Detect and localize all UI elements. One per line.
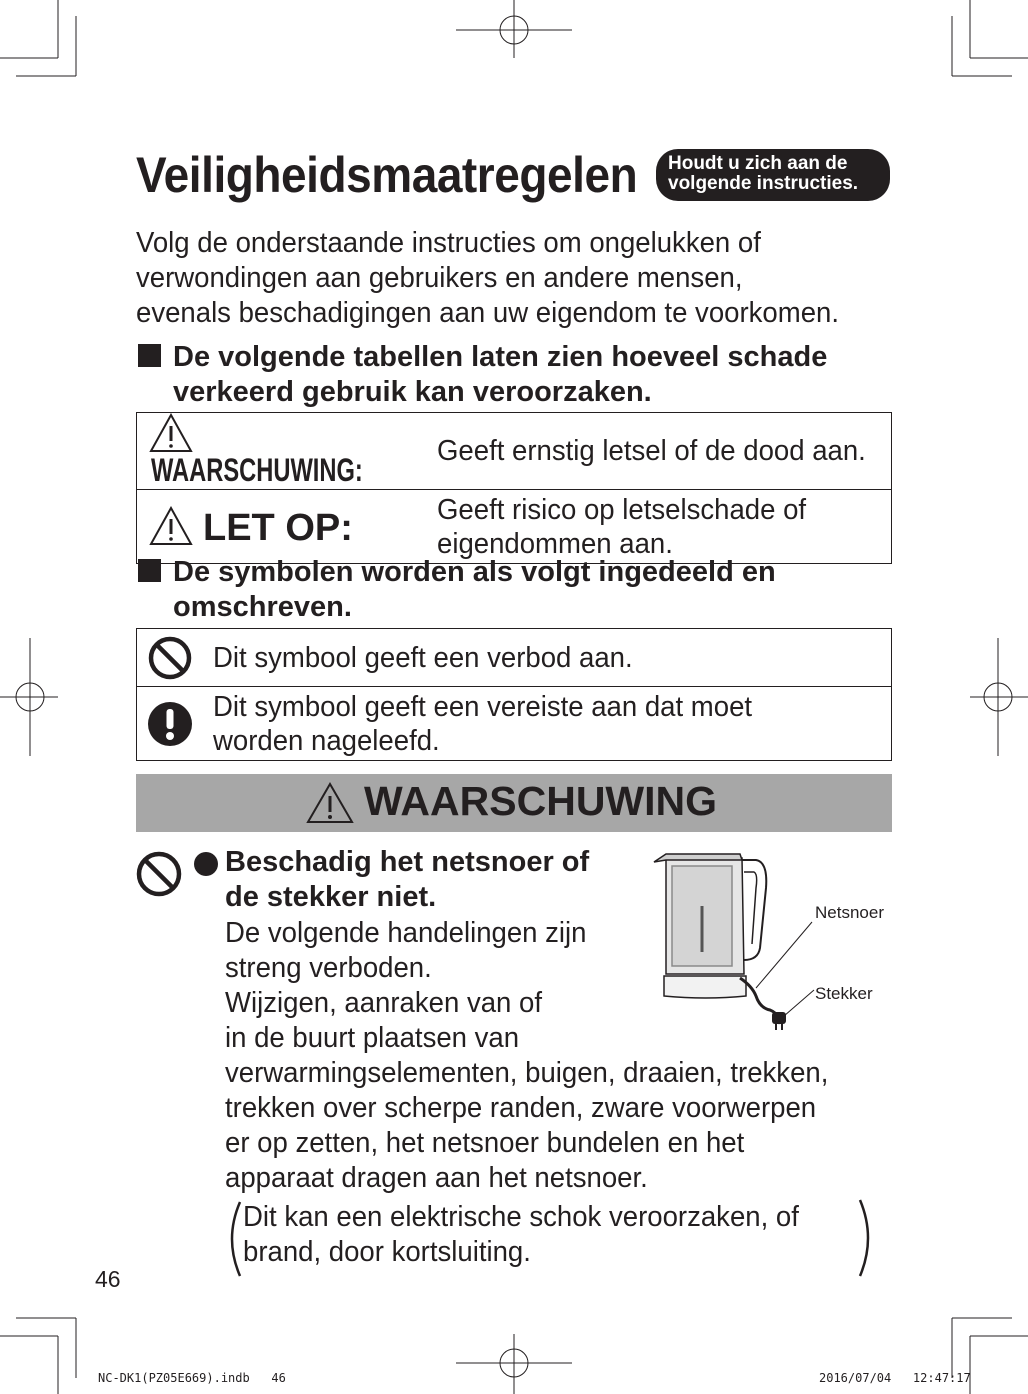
item-note-line-2: brand, door kortsluiting.	[243, 1236, 531, 1268]
section-heading-symbols	[138, 555, 898, 625]
page-title: Veiligheidsmaatregelen	[136, 147, 638, 203]
item-body-line-2: streng verboden.	[225, 952, 432, 984]
item-body-line-6: trekken over scherpe randen, zware voorwerpen	[225, 1092, 817, 1124]
prohibited-icon	[147, 635, 193, 681]
table-row	[137, 629, 892, 687]
item-body-line-5: verwarmingselementen, buigen, draaien, trekken,	[225, 1057, 829, 1089]
warning-label-cell	[137, 413, 438, 490]
square-bullet-icon	[138, 344, 161, 367]
mandatory-desc-line-1: Dit symbool geeft een vereiste aan dat moet	[213, 690, 753, 723]
intro-line-2: verwondingen aan gebruikers en andere mensen,	[136, 262, 743, 294]
table-row	[137, 687, 892, 761]
label-netsnoer: Netsnoer	[815, 903, 884, 922]
warning-triangle-icon	[149, 506, 193, 546]
item-body-line-8: apparaat dragen aan het netsnoer.	[225, 1162, 648, 1194]
intro-line-3: evenals beschadigingen aan uw eigendom te voorkomen.	[136, 297, 839, 329]
warning-triangle-icon	[306, 782, 354, 824]
section2-line-1: De symbolen worden als volgt ingedeeld en	[173, 556, 776, 588]
badge-line-2: volgende instructies.	[668, 173, 859, 194]
left-paren-icon	[222, 1200, 244, 1278]
item-body-line-7: er op zetten, het netsnoer bundelen en het	[225, 1127, 745, 1159]
item-body-line-3: Wijzigen, aanraken van of	[225, 987, 543, 1019]
item-heading	[225, 845, 589, 915]
square-bullet-icon	[138, 559, 161, 582]
table-row	[137, 490, 892, 564]
item-note-line-1: Dit kan een elektrische schok veroorzaken, of	[243, 1201, 799, 1233]
kettle-illustration	[648, 848, 898, 1033]
prohibited-icon	[135, 850, 183, 898]
prohibited-symbol-cell	[137, 629, 212, 687]
instruction-badge	[656, 149, 890, 201]
plug-icon	[772, 1012, 786, 1030]
caution-desc-line-2: eigendommen aan.	[437, 527, 674, 560]
mandatory-exclamation-icon	[147, 701, 193, 747]
warning-banner-text: WAARSCHUWING	[364, 778, 718, 824]
warning-desc: Geeft ernstig letsel of de dood aan.	[437, 435, 867, 467]
caution-label: LET OP:	[203, 506, 353, 549]
caution-label-cell	[137, 490, 438, 564]
section-heading-severity	[138, 340, 898, 410]
page-number: 46	[95, 1266, 121, 1292]
caution-desc-line-1: Geeft risico op letselschade of	[437, 493, 807, 526]
warning-desc-cell	[437, 413, 891, 490]
mandatory-desc-line-2: worden nageleefd.	[213, 724, 440, 757]
mandatory-symbol-cell	[137, 687, 212, 761]
caution-desc-cell	[437, 490, 891, 564]
prohibited-desc: Dit symbool geeft een verbod aan.	[213, 641, 633, 674]
warning-banner	[136, 774, 892, 832]
intro-paragraph	[136, 226, 868, 331]
mandatory-desc-cell	[211, 687, 892, 761]
badge-line-1: Houdt u zich aan de	[668, 153, 848, 174]
warning-triangle-icon	[149, 413, 193, 453]
footer-timestamp: 2016/07/04 12:47:17	[819, 1371, 971, 1385]
intro-line-1: Volg de onderstaande instructies om ongelukken of	[136, 227, 761, 259]
symbol-table	[136, 628, 892, 761]
section1-line-1: De volgende tabellen laten zien hoeveel schade	[173, 341, 828, 373]
section2-line-2: omschreven.	[173, 591, 352, 623]
prohibited-desc-cell	[211, 629, 892, 687]
section1-line-2: verkeerd gebruik kan veroorzaken.	[173, 376, 652, 408]
item-heading-line-2: de stekker niet.	[225, 881, 437, 913]
item-body-line-4: in de buurt plaatsen van	[225, 1022, 520, 1054]
right-paren-icon	[856, 1198, 878, 1278]
severity-table	[136, 412, 892, 564]
table-row	[137, 413, 892, 490]
item-body-line-1: De volgende handelingen zijn	[225, 917, 587, 949]
label-stekker: Stekker	[815, 984, 873, 1003]
item-heading-line-1: Beschadig het netsnoer of	[225, 846, 590, 878]
round-bullet-icon	[194, 852, 218, 876]
warning-label: WAARSCHUWING:	[151, 452, 363, 488]
footer-file-name: NC-DK1(PZ05E669).indb 46	[98, 1371, 286, 1385]
item-note	[243, 1200, 799, 1270]
